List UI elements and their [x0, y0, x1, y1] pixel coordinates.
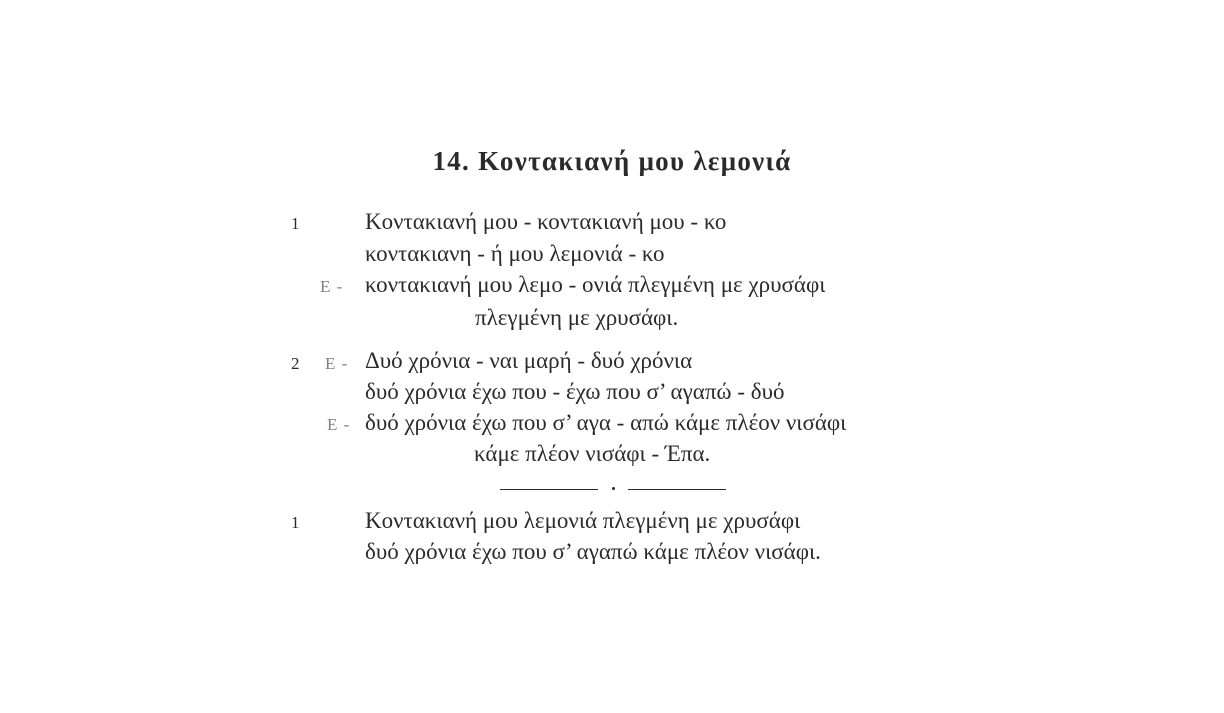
verse-line: Δυό χρόνια - ναι μαρή - δυό χρόνια: [365, 348, 693, 373]
separator-rule-right: [628, 489, 726, 490]
stanza-number: 1: [291, 214, 300, 233]
verse-line: κοντακιανή μου λεμο - ονιά πλεγμένη με χρυσάφι: [365, 272, 826, 297]
verse-line: δυό χρόνια έχω που σ’ αγαπώ κάμε πλέον νισάφι.: [365, 539, 821, 564]
refrain-marker: Ε -: [320, 277, 344, 296]
stanza-number: 2: [291, 354, 300, 373]
refrain-marker: Ε -: [325, 354, 349, 373]
separator-dot: [612, 487, 615, 490]
song-title: 14. Κοντακιανή μου λεμονιά: [432, 146, 792, 176]
verse-line: κάμε πλέον νισάφι - Έπα.: [474, 441, 711, 466]
verse-line: Κοντακιανή μου - κοντακιανή μου - κο: [365, 209, 727, 234]
separator-rule-left: [500, 489, 598, 490]
refrain-marker: Ε -: [327, 415, 351, 434]
verse-line: πλεγμένη με χρυσάφι.: [475, 305, 679, 330]
verse-line: δυό χρόνια έχω που - έχω που σ’ αγαπώ - δυό: [365, 379, 785, 404]
verse-line: δυό χρόνια έχω που σ’ αγα - απώ κάμε πλέον νισάφι: [365, 410, 847, 435]
verse-line: κοντακιανη - ή μου λεμονιά - κο: [365, 241, 665, 266]
verse-line: Κοντακιανή μου λεμονιά πλεγμένη με χρυσάφι: [365, 508, 801, 533]
stanza-number: 1: [291, 513, 300, 532]
